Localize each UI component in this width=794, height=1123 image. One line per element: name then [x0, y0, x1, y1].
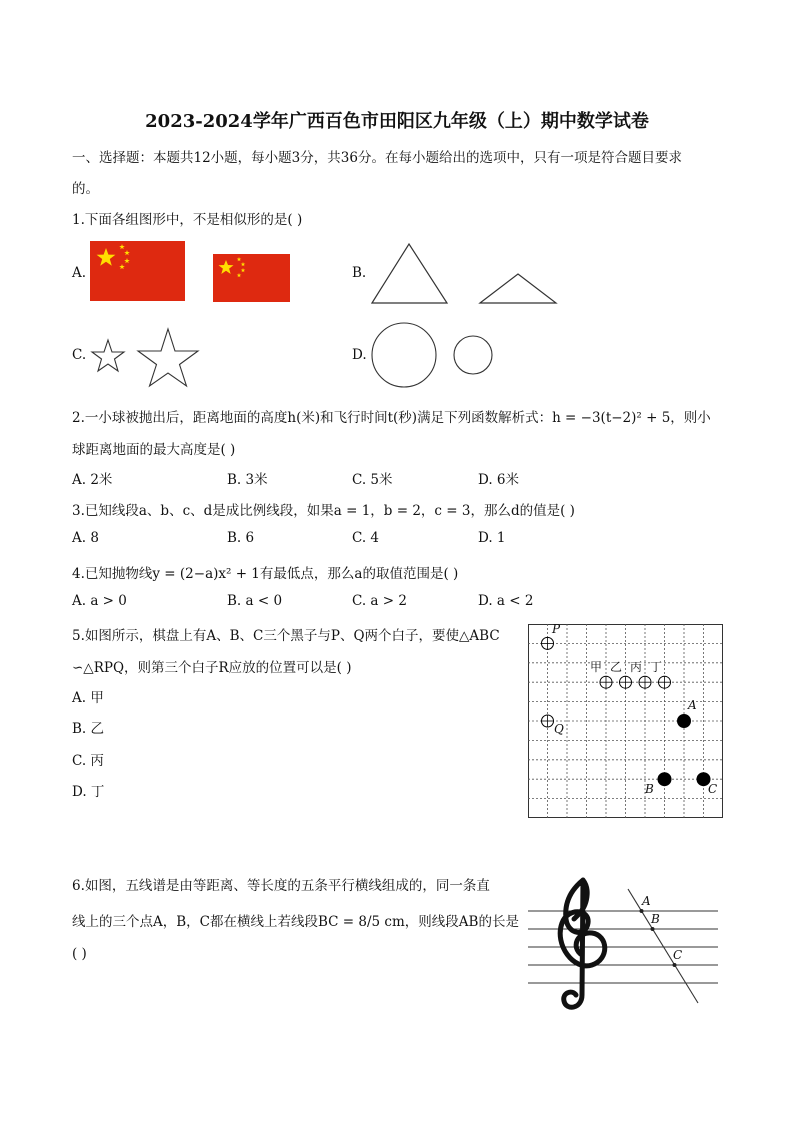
label-bing: 丙: [630, 660, 643, 674]
q3-stem: 3.已知线段a、b、c、d是成比例线段，如果a = 1，b = 2，c = 3，那么d的值是( ): [72, 503, 575, 519]
q2-option-a: A. 2米: [72, 472, 113, 488]
staff-lines: [528, 875, 728, 1015]
q6-line2: 线上的三个点A，B，C都在横线上若线段BC = 8/5 cm，则线段AB的长是: [72, 914, 519, 930]
staff-label-A: A: [642, 894, 651, 908]
q2-line1: 2.一小球被抛出后，距离地面的高度h(米)和飞行时间t(秒)满足下列函数解析式：h = −3(t−2)² + 5，则小: [72, 410, 711, 426]
section-header-line1: 一、选择题：本题共12小题，每小题3分，共36分。在每小题给出的选项中，只有一项是符合题目要求: [72, 150, 682, 166]
paper-title: 2023-2024学年广西百色市田阳区九年级（上）期中数学试卷: [145, 111, 649, 132]
label-A: A: [688, 698, 697, 712]
q5-option-d: D. 丁: [72, 784, 105, 800]
chessboard-figure: [528, 624, 723, 818]
q1-option-b-label: B.: [352, 265, 367, 281]
label-Q: Q: [554, 722, 564, 736]
stone-B: [658, 773, 671, 786]
q3-option-a: A. 8: [72, 530, 99, 546]
q3-option-d: D. 1: [478, 530, 506, 546]
q5-line2: ∽△RPQ，则第三个白子R应放的位置可以是( ): [72, 660, 352, 676]
section-header-line2: 的。: [72, 181, 99, 197]
triangles-figure: [370, 243, 560, 305]
q5-option-c: C. 丙: [72, 753, 104, 769]
q5-line1: 5.如图所示，棋盘上有A、B、C三个黑子与P、Q两个白子，要使△ABC: [72, 628, 500, 644]
q6-line1: 6.如图，五线谱是由等距离、等长度的五条平行横线组成的，同一条直: [72, 878, 490, 894]
label-B: B: [645, 782, 654, 796]
transversal-line: [628, 889, 698, 1003]
label-yi: 乙: [610, 660, 623, 674]
label-C: C: [708, 782, 718, 796]
circles-figure: [370, 323, 500, 389]
q4-option-b: B. a < 0: [227, 593, 283, 609]
q3-option-c: C. 4: [352, 530, 380, 546]
stone-A: [678, 715, 691, 728]
q2-option-d: D. 6米: [478, 472, 520, 488]
staff-figure: [528, 875, 728, 1015]
stars-figure: [88, 327, 203, 389]
q6-line3: ( ): [72, 946, 87, 962]
q5-option-a: A. 甲: [72, 690, 104, 706]
q3-option-b: B. 6: [227, 530, 255, 546]
label-ding: 丁: [650, 660, 663, 674]
q2-line2: 球距离地面的最大高度是( ): [72, 442, 236, 458]
chessboard-grid: [528, 624, 723, 818]
q2-option-b: B. 3米: [227, 472, 268, 488]
q4-option-a: A. a > 0: [72, 593, 127, 609]
q2-option-c: C. 5米: [352, 472, 393, 488]
q4-stem: 4.已知抛物线y = (2−a)x² + 1有最低点，那么a的取值范围是( ): [72, 566, 459, 582]
staff-label-B: B: [651, 912, 660, 926]
label-jia: 甲: [590, 660, 603, 674]
staff-label-C: C: [673, 948, 683, 962]
label-P: P: [552, 622, 561, 636]
q1-option-d-label: D.: [352, 347, 367, 363]
q1-option-c-label: C.: [72, 347, 87, 363]
flag-large-image: [90, 241, 186, 303]
q5-option-b: B. 乙: [72, 721, 105, 737]
q1-stem: 1.下面各组图形中，不是相似形的是( ): [72, 212, 303, 228]
q1-option-a-label: A.: [72, 265, 87, 281]
treble-clef-icon: [560, 880, 605, 1007]
q4-option-d: D. a < 2: [478, 593, 534, 609]
flag-small-image: [213, 254, 291, 304]
q4-option-c: C. a > 2: [352, 593, 407, 609]
